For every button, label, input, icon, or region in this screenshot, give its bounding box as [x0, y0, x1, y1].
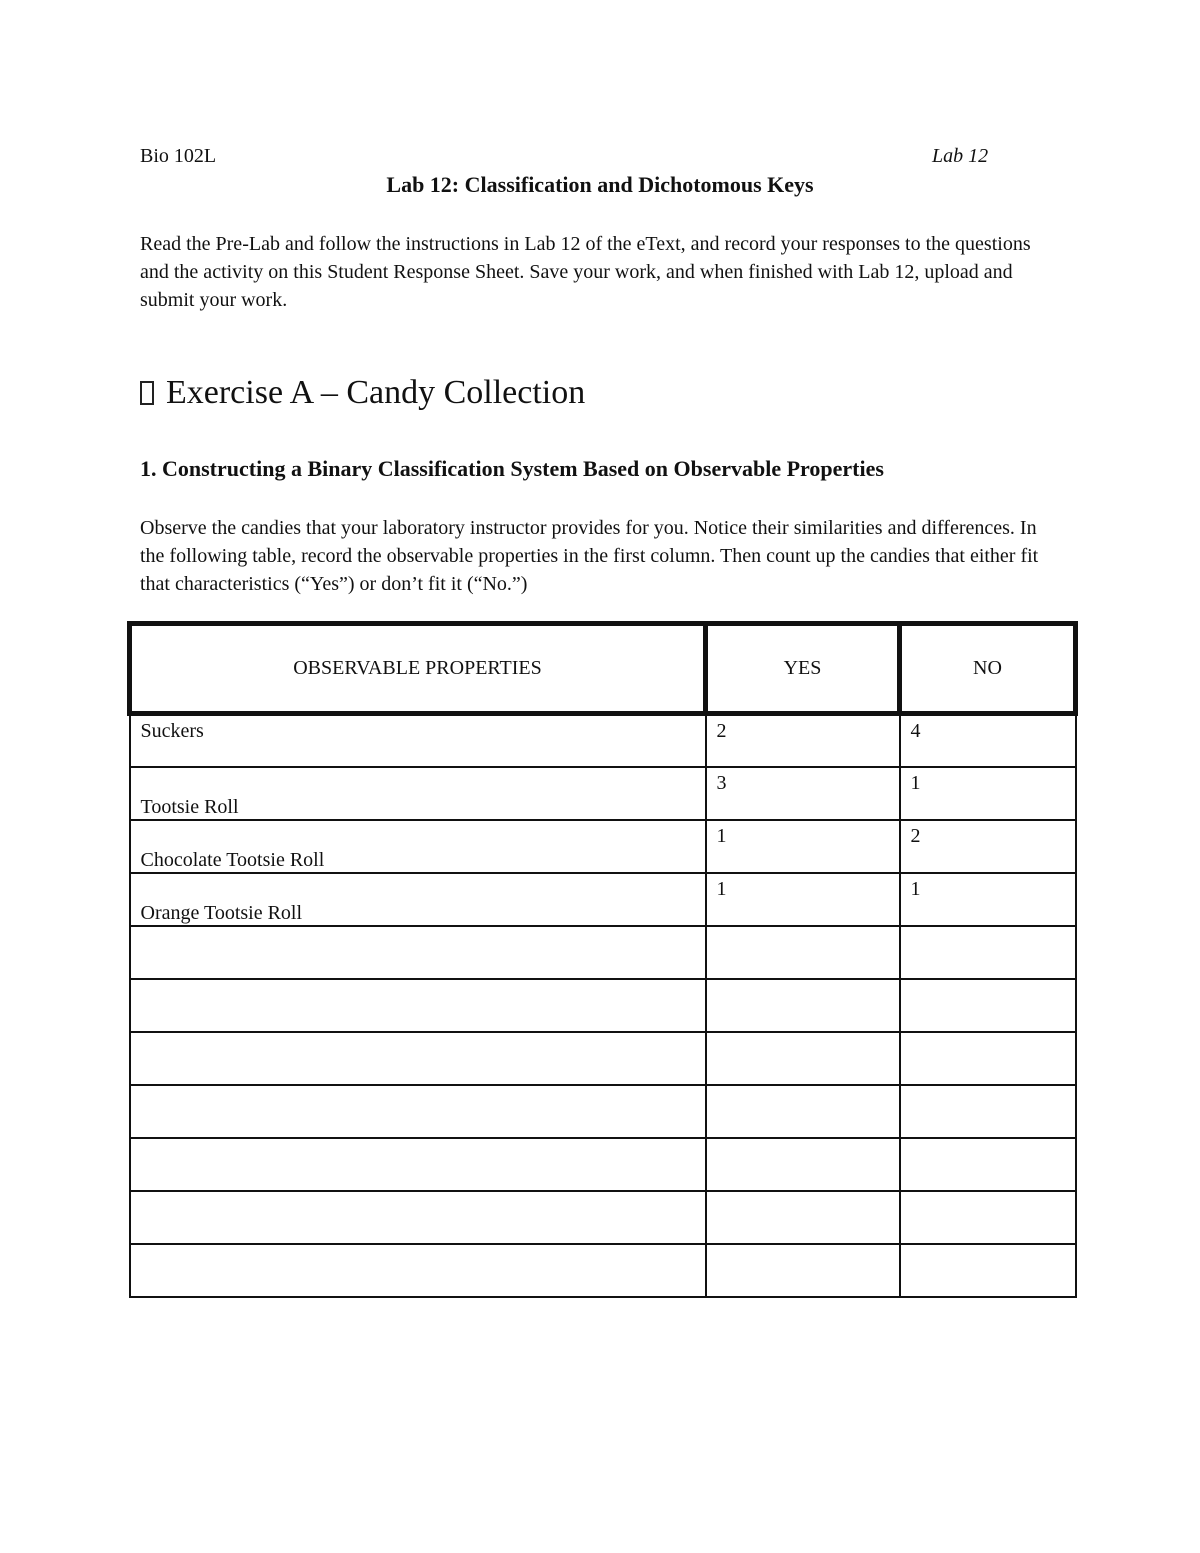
- yes-cell[interactable]: [706, 1032, 900, 1085]
- yes-cell[interactable]: [706, 1191, 900, 1244]
- yes-cell[interactable]: 1: [706, 873, 900, 926]
- no-cell[interactable]: 1: [900, 873, 1076, 926]
- yes-cell[interactable]: [706, 1085, 900, 1138]
- header-properties: OBSERVABLE PROPERTIES: [130, 624, 706, 714]
- yes-cell[interactable]: 3: [706, 767, 900, 820]
- page-title: Lab 12: Classification and Dichotomous Keys: [386, 172, 814, 197]
- course-code: Bio 102L: [140, 145, 217, 167]
- checkbox-icon: [140, 381, 154, 405]
- no-cell[interactable]: [900, 979, 1076, 1032]
- exercise-heading: [140, 374, 585, 412]
- yes-cell[interactable]: [706, 926, 900, 979]
- table-row: [130, 1138, 1076, 1191]
- yes-cell[interactable]: [706, 1138, 900, 1191]
- no-cell[interactable]: [900, 1032, 1076, 1085]
- property-cell[interactable]: Suckers: [130, 714, 706, 767]
- property-cell[interactable]: [130, 1085, 706, 1138]
- table-row: [130, 979, 1076, 1032]
- property-cell[interactable]: [130, 1138, 706, 1191]
- table-row: [130, 767, 1076, 820]
- property-cell[interactable]: [130, 1244, 706, 1297]
- header-yes: YES: [706, 624, 900, 714]
- exercise-label: Exercise A – Candy Collection: [166, 374, 586, 411]
- lab-number: Lab 12: [932, 145, 989, 167]
- yes-cell[interactable]: [706, 1244, 900, 1297]
- table-row: [130, 1085, 1076, 1138]
- table-row: [130, 1032, 1076, 1085]
- no-cell[interactable]: [900, 926, 1076, 979]
- question-heading: 1. Constructing a Binary Classification System Based on Observable Properties: [140, 456, 884, 481]
- property-cell[interactable]: [130, 926, 706, 979]
- property-cell[interactable]: Orange Tootsie Roll: [130, 873, 706, 926]
- no-cell[interactable]: 2: [900, 820, 1076, 873]
- table-row: [130, 1191, 1076, 1244]
- table-row: [130, 1244, 1076, 1297]
- no-cell[interactable]: [900, 1244, 1076, 1297]
- table-row: [130, 820, 1076, 873]
- table-row: [130, 714, 1076, 767]
- yes-cell[interactable]: 2: [706, 714, 900, 767]
- property-cell[interactable]: Chocolate Tootsie Roll: [130, 820, 706, 873]
- no-cell[interactable]: [900, 1138, 1076, 1191]
- table-row: [130, 873, 1076, 926]
- question-body: Observe the candies that your laboratory instructor provides for you. Notice their similarities and differences. In the following table, record the observable properties in the first column. Then count up the candies that either fit that characteristics (“Yes”) or don’t fit it (“No.”): [140, 517, 1039, 595]
- table-header-row: [130, 624, 1076, 714]
- no-cell[interactable]: 1: [900, 767, 1076, 820]
- header-no: NO: [900, 624, 1076, 714]
- property-cell[interactable]: Tootsie Roll: [130, 767, 706, 820]
- yes-cell[interactable]: 1: [706, 820, 900, 873]
- intro-paragraph: Read the Pre-Lab and follow the instructions in Lab 12 of the eText, and record your responses to the questions and the activity on this Student Response Sheet. Save your work, and when finished with Lab 12, upload and submit your work.: [140, 233, 1031, 311]
- property-cell[interactable]: [130, 1032, 706, 1085]
- no-cell[interactable]: [900, 1085, 1076, 1138]
- no-cell[interactable]: 4: [900, 714, 1076, 767]
- yes-cell[interactable]: [706, 979, 900, 1032]
- property-cell[interactable]: [130, 979, 706, 1032]
- observable-properties-table: [127, 621, 1078, 1298]
- property-cell[interactable]: [130, 1191, 706, 1244]
- table-row: [130, 926, 1076, 979]
- no-cell[interactable]: [900, 1191, 1076, 1244]
